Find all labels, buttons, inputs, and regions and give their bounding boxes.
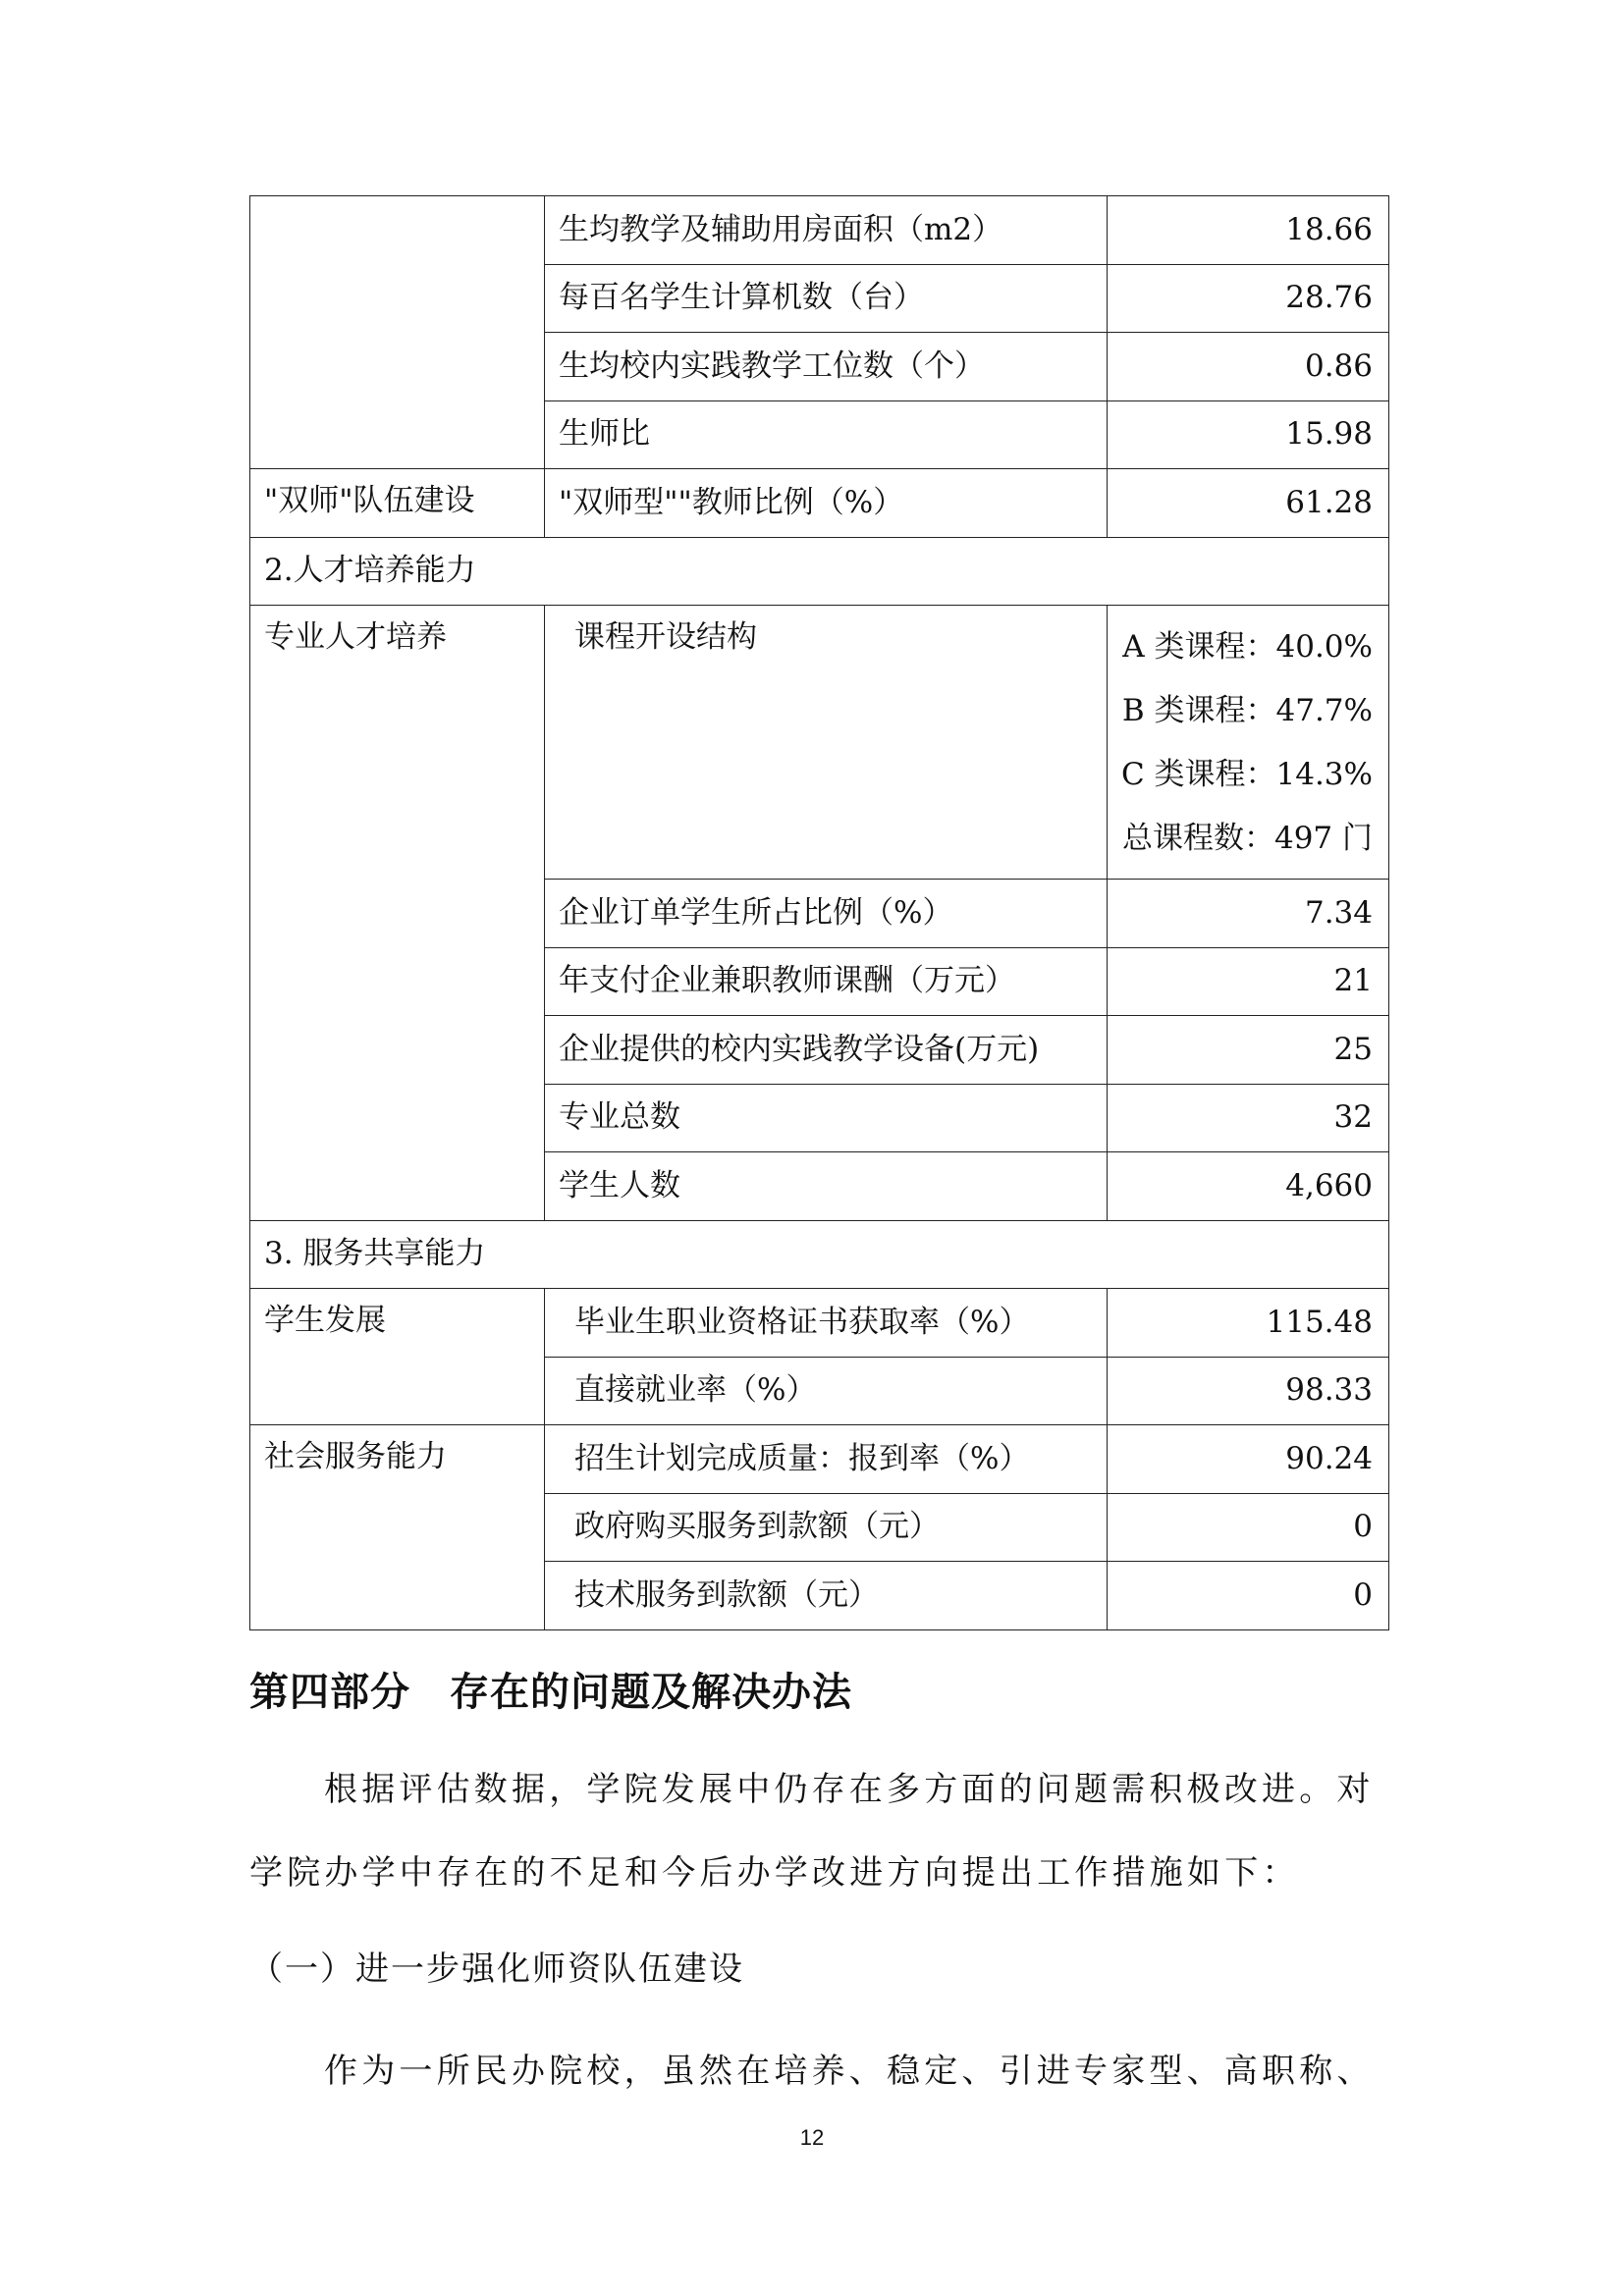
- course-share-c: C 类课程：14.3%: [1120, 757, 1373, 792]
- value-cell: 90.24: [1108, 1425, 1389, 1494]
- part-label: 第四部分: [249, 1670, 410, 1715]
- category-cell: 社会服务能力: [250, 1425, 545, 1630]
- indicator-cell: 生师比: [545, 400, 1108, 469]
- value-cell: 0.86: [1108, 333, 1389, 401]
- body-paragraph: 学院办学中存在的不足和今后办学改进方向提出工作措施如下：: [249, 1853, 1300, 1893]
- indicator-table: [249, 195, 1389, 1630]
- value-cell: 115.48: [1108, 1289, 1389, 1358]
- table-row: [250, 1425, 1389, 1494]
- blank-category-cell: [250, 196, 545, 469]
- category-cell: "双师"队伍建设: [250, 469, 545, 538]
- table-row: [250, 606, 1389, 880]
- indicator-cell: 企业提供的校内实践教学设备(万元): [545, 1016, 1108, 1085]
- section-row: [250, 1220, 1389, 1289]
- indicator-cell: 生均教学及辅助用房面积（m2）: [545, 196, 1108, 265]
- value-cell: 0: [1108, 1562, 1389, 1630]
- indicator-cell: 企业订单学生所占比例（%）: [545, 880, 1108, 948]
- section-heading: 2.人才培养能力: [250, 537, 1389, 606]
- course-structure-values: [1108, 606, 1389, 880]
- table-row: [250, 1289, 1389, 1358]
- value-cell: 25: [1108, 1016, 1389, 1085]
- indicator-cell: 生均校内实践教学工位数（个）: [545, 333, 1108, 401]
- value-cell: 32: [1108, 1084, 1389, 1152]
- course-share-b: B 类课程：47.7%: [1121, 693, 1373, 728]
- indicator-cell: "双师型""教师比例（%）: [545, 469, 1108, 538]
- value-cell: 0: [1108, 1493, 1389, 1562]
- indicator-cell: 每百名学生计算机数（台）: [545, 264, 1108, 333]
- indicator-cell: 课程开设结构: [545, 606, 1108, 880]
- body-paragraph: 根据评估数据，学院发展中仍存在多方面的问题需积极改进。对: [324, 1770, 1375, 1809]
- indicator-cell: 技术服务到款额（元）: [545, 1562, 1108, 1630]
- section-row: [250, 537, 1389, 606]
- category-cell: 学生发展: [250, 1289, 545, 1425]
- indicator-cell: 学生人数: [545, 1152, 1108, 1221]
- body-paragraph: 作为一所民办院校，虽然在培养、稳定、引进专家型、高职称、: [324, 2052, 1375, 2091]
- course-share-a: A 类课程：40.0%: [1122, 629, 1373, 665]
- page-number: 12: [799, 2125, 825, 2150]
- value-cell: 61.28: [1108, 469, 1389, 538]
- section-heading: 3. 服务共享能力: [250, 1220, 1389, 1289]
- value-cell: 18.66: [1108, 196, 1389, 265]
- table-row: [250, 196, 1389, 265]
- value-cell: 28.76: [1108, 264, 1389, 333]
- subsection-heading: （一）进一步强化师资队伍建设: [249, 1949, 744, 1989]
- table-row: [250, 469, 1389, 538]
- category-cell: 专业人才培养: [250, 606, 545, 1221]
- value-cell: 4,660: [1108, 1152, 1389, 1221]
- indicator-cell: 政府购买服务到款额（元）: [545, 1493, 1108, 1562]
- part-four-heading: [249, 1661, 852, 1717]
- indicator-cell: 年支付企业兼职教师课酬（万元）: [545, 947, 1108, 1016]
- indicator-cell: 直接就业率（%）: [545, 1357, 1108, 1425]
- part-title: 存在的问题及解决办法: [450, 1670, 852, 1715]
- value-cell: 98.33: [1108, 1357, 1389, 1425]
- course-total: 总课程数：497 门: [1121, 821, 1373, 856]
- indicator-cell: 招生计划完成质量：报到率（%）: [545, 1425, 1108, 1494]
- indicator-cell: 专业总数: [545, 1084, 1108, 1152]
- indicator-cell: 毕业生职业资格证书获取率（%）: [545, 1289, 1108, 1358]
- value-cell: 21: [1108, 947, 1389, 1016]
- value-cell: 15.98: [1108, 400, 1389, 469]
- value-cell: 7.34: [1108, 880, 1389, 948]
